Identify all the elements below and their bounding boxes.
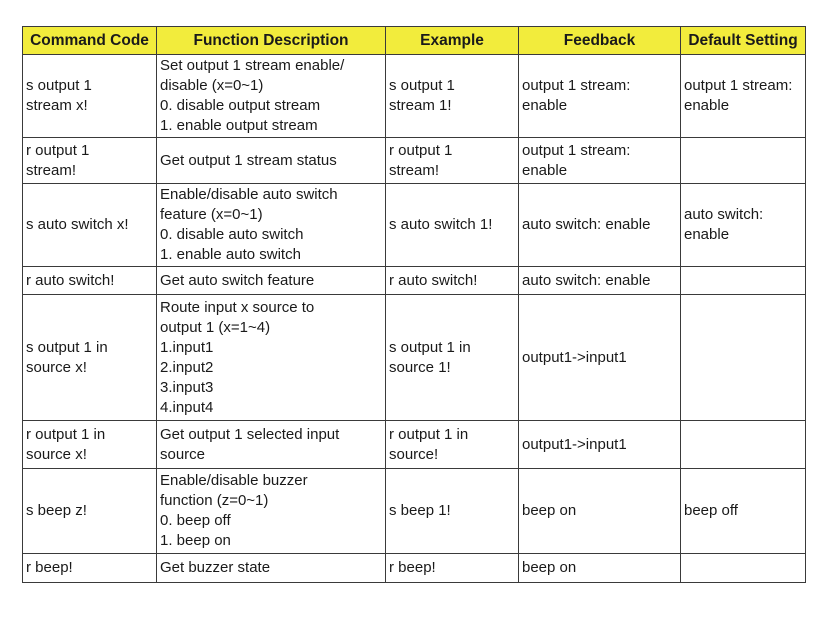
command-cell: r auto switch! (23, 267, 157, 295)
table-row (23, 138, 806, 184)
default-cell (681, 421, 806, 469)
example-cell: r beep! (386, 554, 519, 583)
feedback-cell: auto switch: enable (519, 184, 681, 267)
feedback-cell: output1->input1 (519, 295, 681, 421)
header-function-description: Function Description (157, 27, 386, 55)
description-cell: Enable/disable buzzer function (z=0~1) 0. beep off 1. beep on (157, 469, 386, 554)
example-cell: r auto switch! (386, 267, 519, 295)
header-feedback: Feedback (519, 27, 681, 55)
default-cell: auto switch: enable (681, 184, 806, 267)
example-cell: s beep 1! (386, 469, 519, 554)
feedback-cell: beep on (519, 554, 681, 583)
command-cell: s output 1 stream x! (23, 55, 157, 138)
header-example: Example (386, 27, 519, 55)
description-cell: Get auto switch feature (157, 267, 386, 295)
header-default-setting: Default Setting (681, 27, 806, 55)
command-cell: s output 1 in source x! (23, 295, 157, 421)
description-cell: Enable/disable auto switch feature (x=0~1) 0. disable auto switch 1. enable auto switch (157, 184, 386, 267)
table-row (23, 267, 806, 295)
feedback-cell: output 1 stream: enable (519, 55, 681, 138)
table-row (23, 469, 806, 554)
header-row (23, 27, 806, 55)
table-row (23, 55, 806, 138)
command-cell: s beep z! (23, 469, 157, 554)
default-cell: output 1 stream: enable (681, 55, 806, 138)
table-header (23, 27, 806, 55)
default-cell (681, 138, 806, 184)
command-table (22, 26, 806, 583)
feedback-cell: auto switch: enable (519, 267, 681, 295)
example-cell: r output 1 in source! (386, 421, 519, 469)
description-cell: Get output 1 selected input source (157, 421, 386, 469)
feedback-cell: beep on (519, 469, 681, 554)
default-cell (681, 267, 806, 295)
description-cell: Route input x source to output 1 (x=1~4) 1.input1 2.input2 3.input3 4.input4 (157, 295, 386, 421)
description-cell: Set output 1 stream enable/ disable (x=0~1) 0. disable output stream 1. enable output stream (157, 55, 386, 138)
example-cell: s auto switch 1! (386, 184, 519, 267)
feedback-cell: output1->input1 (519, 421, 681, 469)
description-cell: Get buzzer state (157, 554, 386, 583)
example-cell: s output 1 stream 1! (386, 55, 519, 138)
command-cell: s auto switch x! (23, 184, 157, 267)
table-row (23, 184, 806, 267)
default-cell: beep off (681, 469, 806, 554)
command-cell: r output 1 in source x! (23, 421, 157, 469)
table-row (23, 295, 806, 421)
default-cell (681, 295, 806, 421)
example-cell: s output 1 in source 1! (386, 295, 519, 421)
header-command-code: Command Code (23, 27, 157, 55)
example-cell: r output 1 stream! (386, 138, 519, 184)
description-cell: Get output 1 stream status (157, 138, 386, 184)
command-cell: r output 1 stream! (23, 138, 157, 184)
default-cell (681, 554, 806, 583)
feedback-cell: output 1 stream: enable (519, 138, 681, 184)
table-row (23, 421, 806, 469)
command-cell: r beep! (23, 554, 157, 583)
table-body (23, 55, 806, 583)
table-row (23, 554, 806, 583)
